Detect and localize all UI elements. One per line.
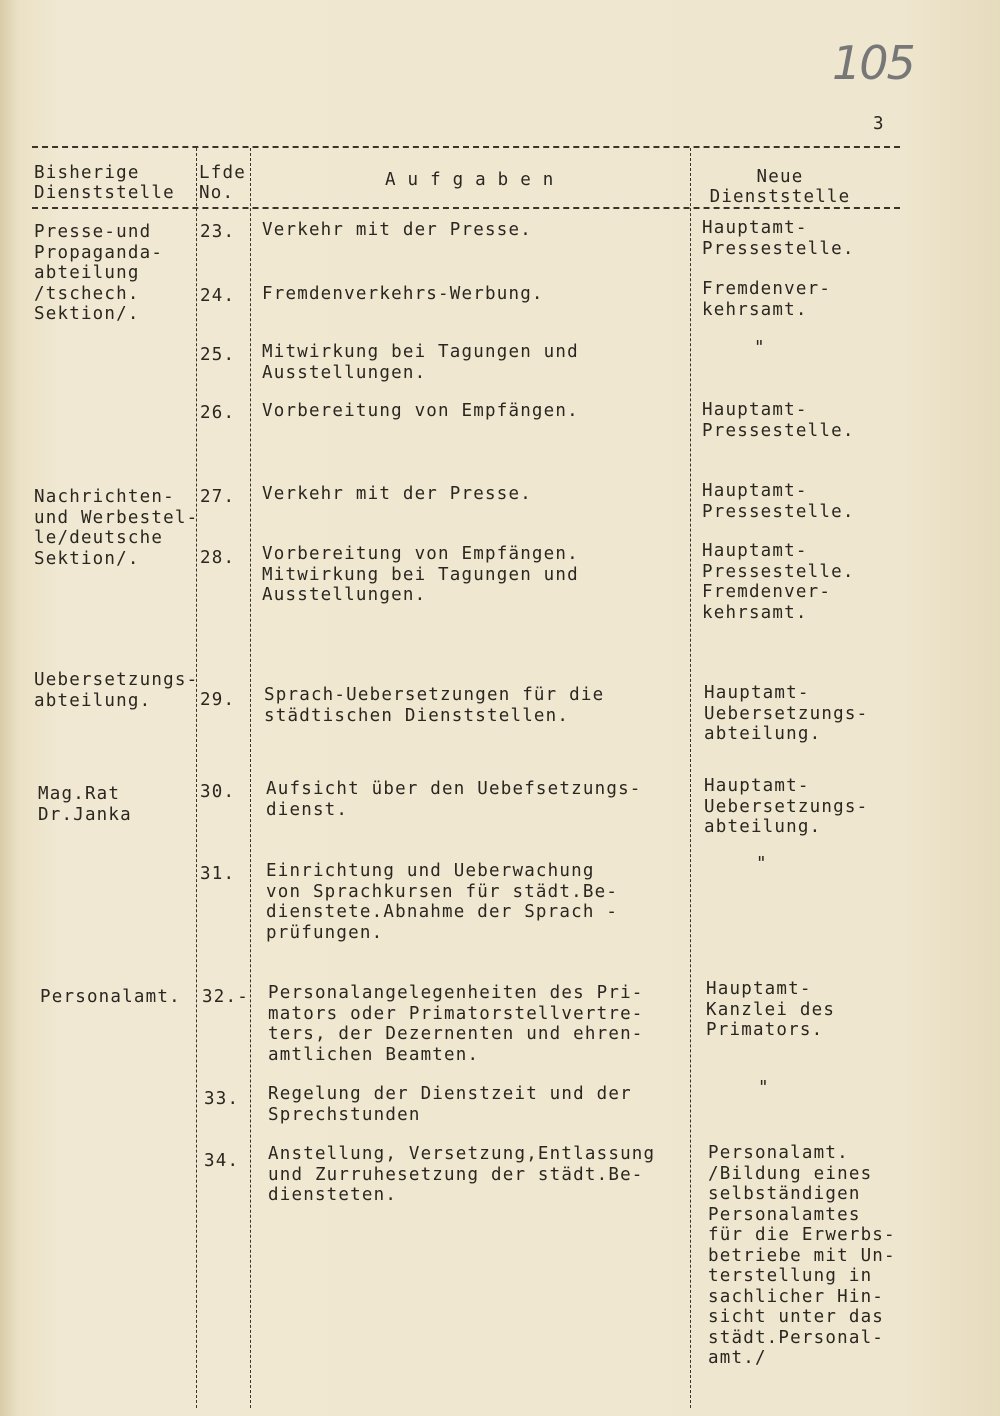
row-26-task: Vorbereitung von Empfängen.: [262, 401, 579, 421]
header-bottom-rule: [32, 207, 900, 209]
row-25-number: 25.: [200, 345, 236, 365]
row-34-new-office: Personalamt. /Bildung eines selbständigen Personalamtes für die Erwerbs- betriebe mit Un- terstellung in sachlicher Hin- sicht unter das städt.Personal- amt./: [708, 1143, 896, 1368]
row-28-new-office: Hauptamt- Pressestelle. Fremdenver- kehrsamt.: [702, 541, 855, 623]
folio-number: 105: [832, 36, 914, 90]
row-29-previous-office: Uebersetzungs- abteilung.: [34, 670, 199, 711]
row-29-number: 29.: [200, 690, 236, 710]
row-26-new-office: Hauptamt- Pressestelle.: [702, 400, 855, 441]
row-32-task: Personalangelegenheiten des Pri- mators oder Primatorstellvertre- ters, der Dezernenten und ehren- amtlichen Beamten.: [268, 983, 644, 1065]
header-new-office: Neue Dienststelle: [709, 167, 851, 207]
row-30-previous-office: Mag.Rat Dr.Janka: [38, 784, 132, 825]
row-24-number: 24.: [200, 286, 236, 306]
row-23-new-office: Hauptamt- Pressestelle.: [702, 218, 855, 259]
column-divider-1: [196, 148, 197, 1408]
row-30-number: 30.: [200, 782, 236, 802]
row-28-task: Vorbereitung von Empfängen. Mitwirkung bei Tagungen und Ausstellungen.: [262, 544, 579, 605]
row-29-new-office: Hauptamt- Uebersetzungs- abteilung.: [704, 683, 869, 744]
row-32-previous-office: Personalamt.: [40, 987, 181, 1007]
row-34-task: Anstellung, Versetzung,Entlassung und Zurruhesetzung der städt.Be- diensteten.: [268, 1144, 656, 1205]
row-27-number: 27.: [200, 487, 236, 507]
row-32-number: 32.-: [202, 987, 249, 1007]
row-27-task: Verkehr mit der Presse.: [262, 484, 532, 504]
row-23-number: 23.: [200, 222, 236, 242]
row-23-task: Verkehr mit der Presse.: [262, 220, 532, 240]
row-25-task: Mitwirkung bei Tagungen und Ausstellungen.: [262, 342, 579, 383]
row-23-previous-office: Presse-und Propaganda- abteilung /tschech. Sektion/.: [34, 222, 164, 324]
header-previous-office: Bisherige Dienststelle: [34, 163, 175, 203]
row-33-task: Regelung der Dienstzeit und der Sprechstunden: [268, 1084, 632, 1125]
column-divider-2: [250, 148, 251, 1408]
row-28-number: 28.: [200, 548, 236, 568]
row-30-task: Aufsicht über den Uebefsetzungs- dienst.: [266, 779, 642, 820]
row-30-new-office: Hauptamt- Uebersetzungs- abteilung.: [704, 776, 869, 837]
row-29-task: Sprach-Uebersetzungen für die städtischen Dienststellen.: [264, 685, 605, 726]
header-tasks: Aufgaben: [385, 170, 566, 190]
row-33-number: 33.: [204, 1089, 240, 1109]
row-27-previous-office: Nachrichten- und Werbestel- le/deutsche Sektion/.: [34, 487, 199, 569]
row-27-new-office: Hauptamt- Pressestelle.: [702, 481, 855, 522]
row-24-task: Fremdenverkehrs-Werbung.: [262, 284, 544, 304]
row-34-number: 34.: [204, 1151, 240, 1171]
row-33-new-office: ": [758, 1078, 770, 1098]
row-31-new-office: ": [756, 854, 768, 874]
header-serial-number: Lfde No.: [199, 163, 246, 203]
column-divider-3: [690, 148, 691, 1408]
page-number: 3: [873, 114, 885, 134]
table-top-rule: [32, 146, 900, 148]
row-24-new-office: Fremdenver- kehrsamt.: [702, 279, 832, 320]
row-31-number: 31.: [200, 864, 236, 884]
row-25-new-office: ": [754, 338, 766, 358]
row-31-task: Einrichtung und Ueberwachung von Sprachkursen für städt.Be- dienstete.Abnahme der Sprach - prüfungen.: [266, 861, 619, 943]
row-26-number: 26.: [200, 403, 236, 423]
row-32-new-office: Hauptamt- Kanzlei des Primators.: [706, 979, 836, 1040]
